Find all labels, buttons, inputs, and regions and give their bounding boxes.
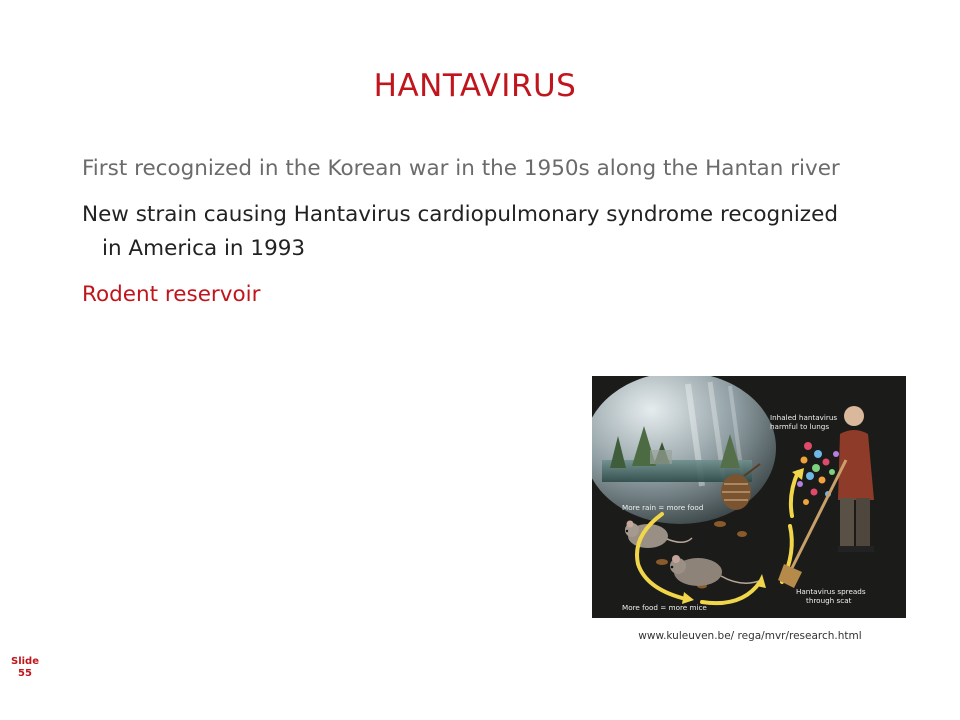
- slide-number: [8, 656, 42, 680]
- slide-number-value: 55: [18, 668, 32, 679]
- slide-title: HANTAVIRUS: [373, 68, 577, 104]
- label-inhaled-line1: Inhaled hantavirus: [770, 413, 838, 422]
- image-source-caption: www.kuleuven.be/ rega/mvr/research.html: [638, 630, 862, 642]
- bullet-list: [82, 152, 842, 324]
- virus-particles: [797, 442, 839, 505]
- label-more-food: More food = more mice: [622, 603, 707, 612]
- mouse-upper: [625, 521, 692, 549]
- bullet-korean-war: First recognized in the Korean war in the 1950s along the Hantan river: [82, 156, 840, 181]
- bullet-rodent-reservoir: Rodent reservoir: [82, 282, 261, 307]
- label-more-rain: More rain = more food: [622, 503, 704, 512]
- label-spreads-line1: Hantavirus spreads: [796, 587, 866, 596]
- slide-number-label: Slide: [11, 656, 39, 667]
- bullet-new-strain: New strain causing Hantavirus cardiopulmonary syndrome recognized in America in 1993: [82, 202, 838, 261]
- label-spreads-line2: through scat: [806, 596, 852, 605]
- label-inhaled-line2: harmful to lungs: [770, 422, 830, 431]
- mouse-lower: [670, 555, 762, 586]
- hantavirus-transmission-illustration: [592, 376, 906, 618]
